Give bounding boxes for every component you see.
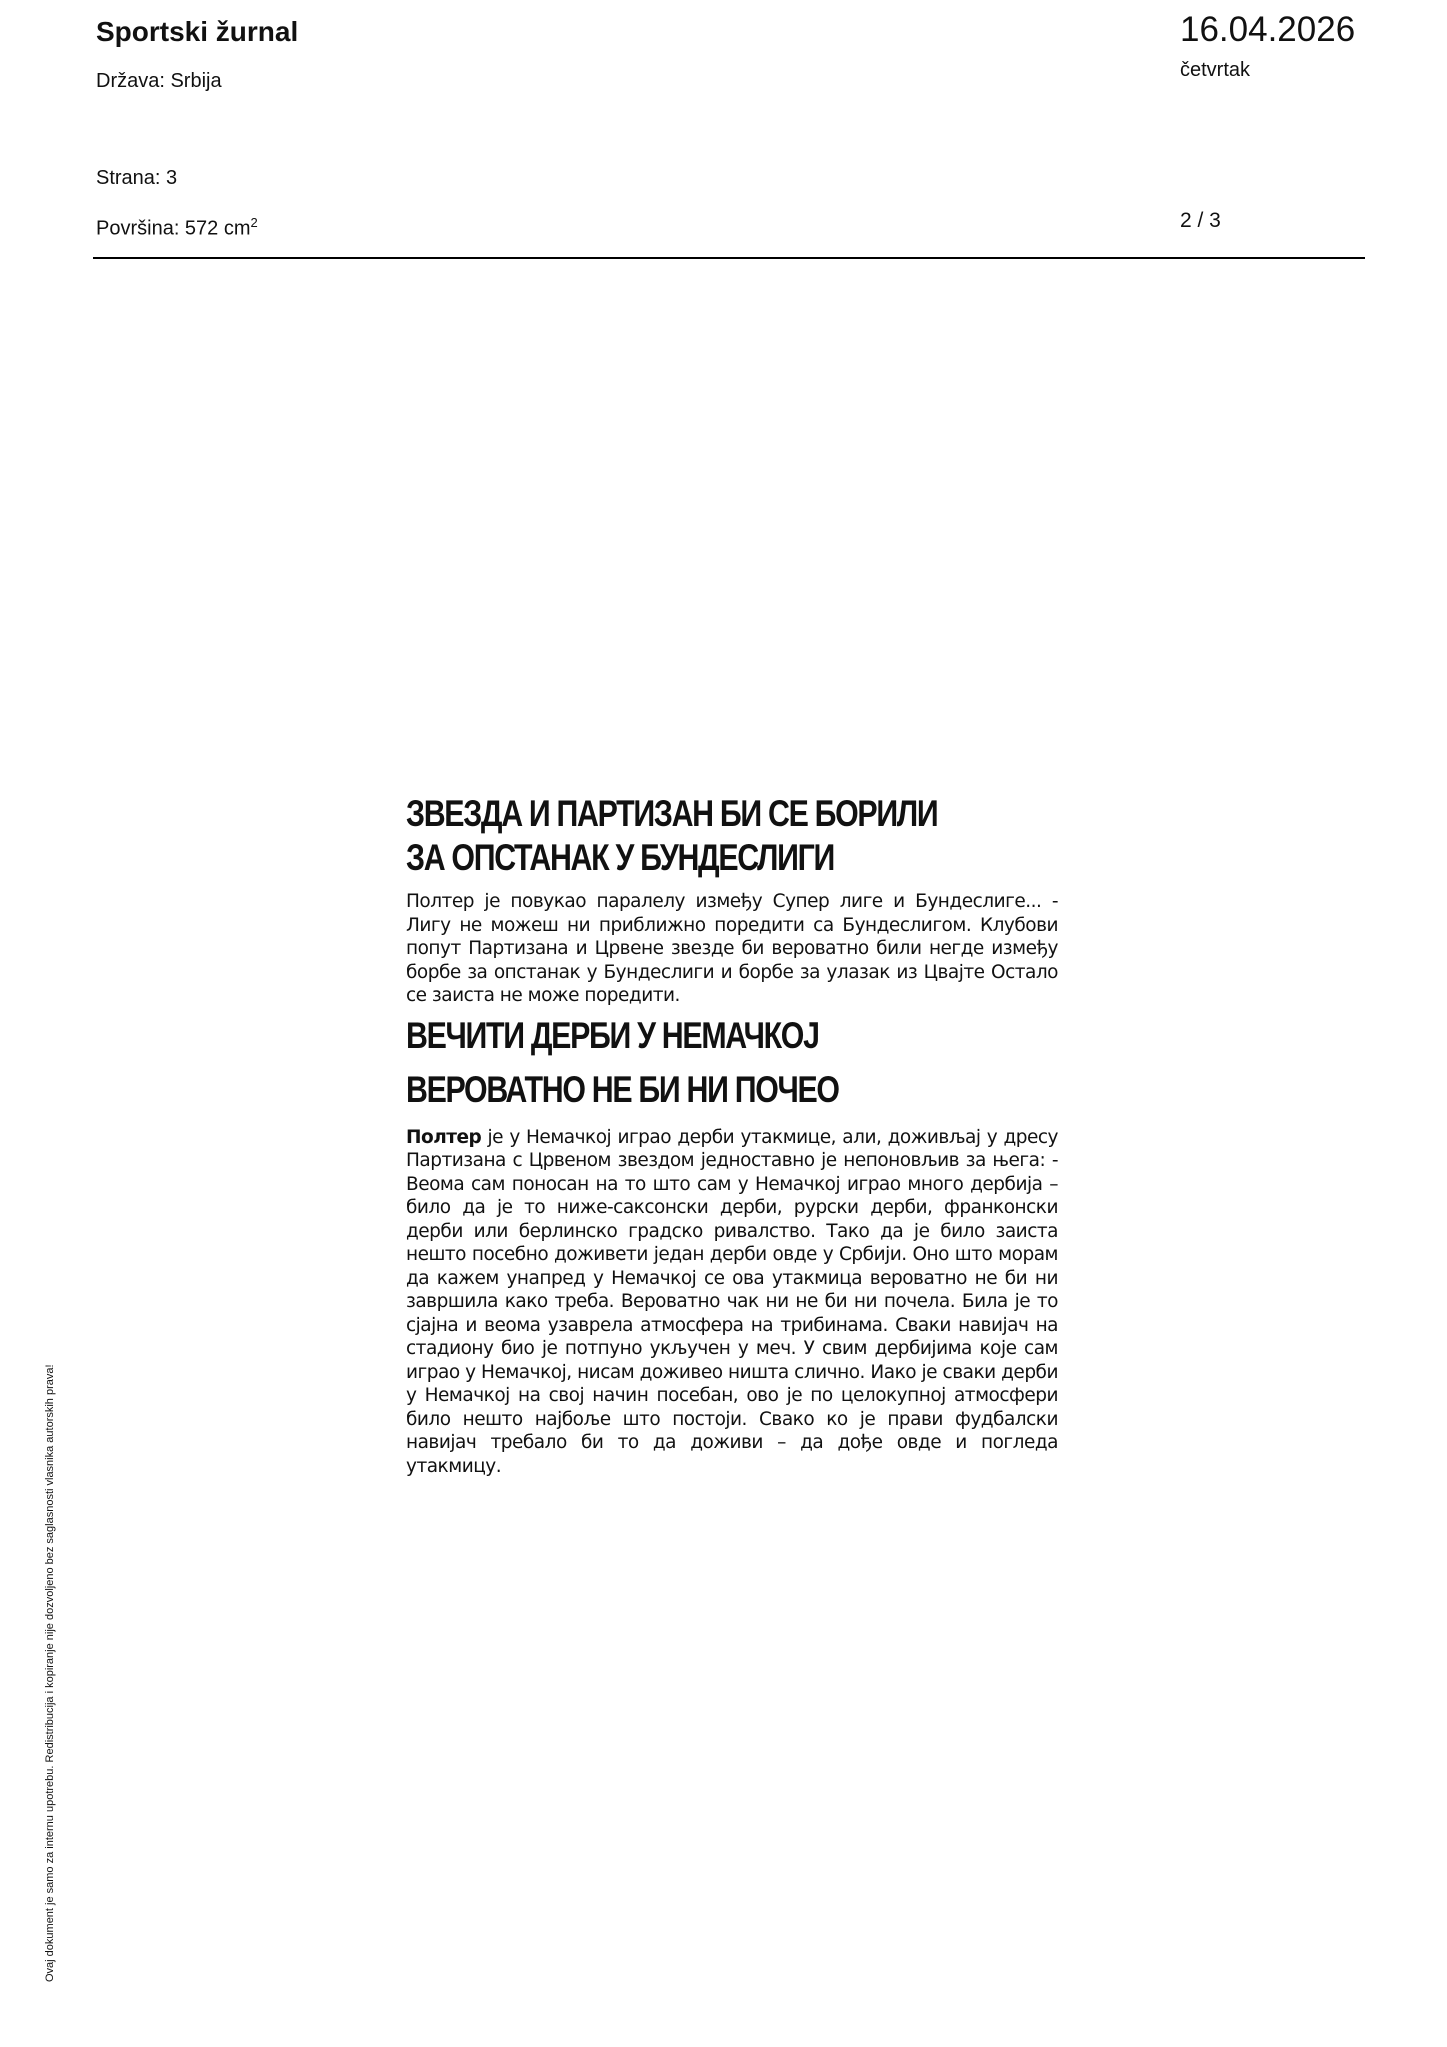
body-lead-name: Полтер [406,1126,482,1148]
page-number: Strana: 3 [96,167,178,189]
area-value: Površina: 572 cm [96,217,251,240]
area-unit-exponent: 2 [250,215,258,230]
article-body-paragraph [406,1126,1058,1479]
article [406,792,1058,1478]
headline-line-2: ЗА ОПСТАНАК У БУНДЕСЛИГИ [406,837,834,878]
subheadline-line-2: ВЕРОВАТНО НЕ БИ НИ ПОЧЕО [406,1068,839,1110]
subheadline-line-1: ВЕЧИТИ ДЕРБИ У НЕМАЧКОЈ [406,1014,819,1056]
header-divider [93,257,1365,259]
area-label [96,215,258,241]
body-text: је у Немачкој играо дерби утакмице, али, доживљај у дресу Партизана с Црвеном звездом једноставно је непоновљив за њега: - Веома сам поносан на то што сам у Немачкој играо много дербија – било да је то ниже-саксонски дерби, рурски дерби, франконски дерби или берлинско градско ривалство. Тако да је било заиста нешто посебно доживети један дерби овде у Србији. Оно што морам да кажем унапред у Немачкој се ова утакмица вероватно не би ни завршила како треба. Вероватно чак ни не би ни почела. Била је то сјајна и веома узаврела атмосфера на трибинама. Сваки навијач на стадиону био је потпуно укључен у меч. У свим дербијима које сам играо у Немачкој, нисам доживео ништа слично. Иако је сваки дерби у Немачкој на свој начин посебан, ово је по целокупној атмосфери било нешто најбоље што постоји. Свако ко је прави фудбалски навијач требало би то да доживи – да дође овде и погледа утакмицу. [406,1126,1058,1477]
issue-date: 16.04.2026 [1180,10,1356,49]
issue-weekday: četvrtak [1180,59,1251,81]
article-intro-paragraph: Полтер је повукао паралелу између Супер лиге и Бундеслиге... - Лигу не можеш ни приближно поредити са Бундеслигом. Клубови попут Партизана и Црвене звезде би вероватно били негде између борбе за опстанак у Бундеслиги и борбе за улазак из Цвајте Остало се заиста не може поредити. [406,891,1058,1006]
country-label: Država: Srbija [96,70,222,92]
headline-line-1: ЗВЕЗДА И ПАРТИЗАН БИ СЕ БОРИЛИ [406,793,938,834]
page-counter: 2 / 3 [1180,209,1221,232]
copyright-notice: Ovaj dokument je samo za internu upotrebu. Redistribucija i kopiranje nije dozvoljeno bez saglasnosti vlasnika autorskih prava! [44,1364,56,1982]
publication-title: Sportski žurnal [96,16,299,47]
